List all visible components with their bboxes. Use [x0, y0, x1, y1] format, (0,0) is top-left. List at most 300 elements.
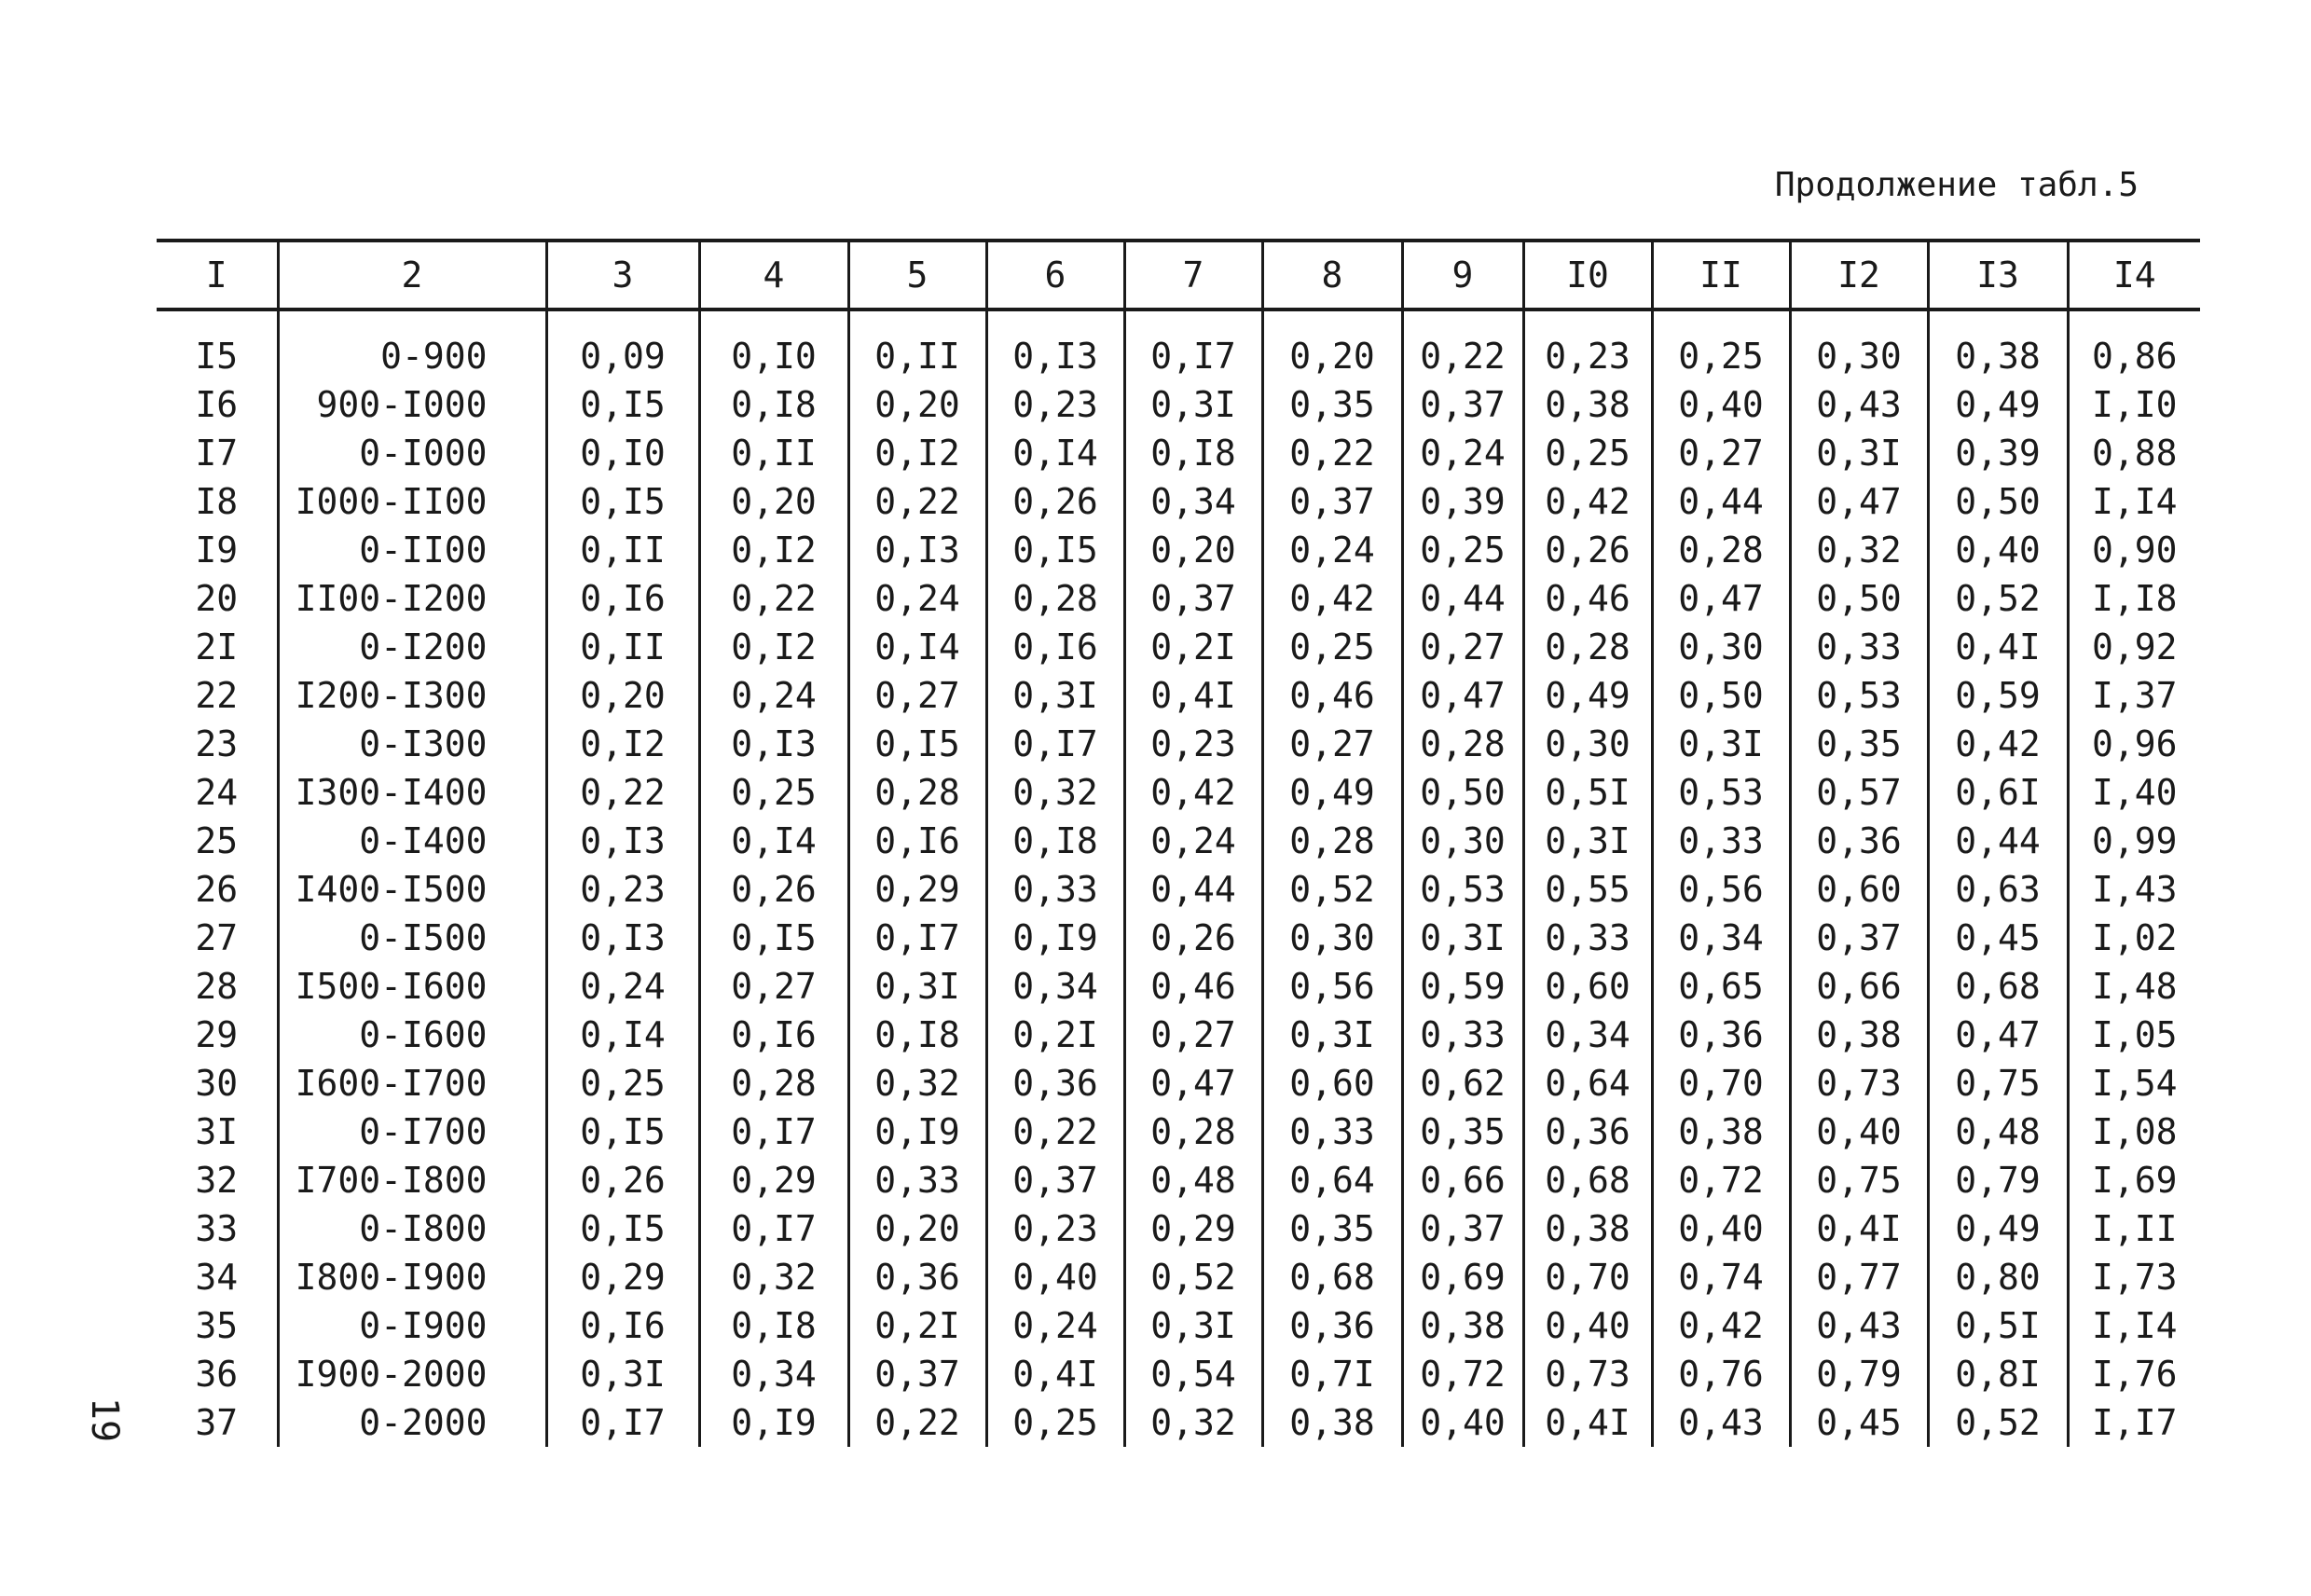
value-cell: 0,24 — [848, 574, 986, 623]
value-cell: 0,3I — [848, 962, 986, 1011]
column-header-2: 2 — [278, 241, 546, 310]
value-cell: 0,47 — [1402, 671, 1523, 720]
value-cell: 0,I4 — [699, 817, 848, 865]
value-cell: 0,63 — [1928, 865, 2068, 914]
value-cell: 0,3I — [1124, 380, 1262, 429]
column-header-5: 5 — [848, 241, 986, 310]
value-cell: I,I0 — [2068, 380, 2200, 429]
row-number-cell: 33 — [195, 1208, 239, 1249]
range-cell: 0-I600 — [278, 1011, 546, 1059]
value-cell: 0,36 — [1790, 817, 1928, 865]
value-cell: 0,20 — [848, 380, 986, 429]
row-number-cell: I8 — [195, 481, 239, 522]
table-row — [157, 380, 2200, 429]
value-cell: 0,47 — [1790, 477, 1928, 526]
range-cell: 0-I200 — [278, 623, 546, 671]
value-cell: 0,I5 — [546, 1108, 699, 1156]
value-cell: 0,73 — [1523, 1350, 1652, 1398]
value-cell: 0,49 — [1262, 768, 1402, 817]
value-cell: 0,I8 — [986, 817, 1124, 865]
value-cell: 0,I2 — [699, 623, 848, 671]
value-cell: 0,3I — [1652, 720, 1790, 768]
value-cell: I,I8 — [2068, 574, 2200, 623]
value-cell: 0,30 — [1790, 310, 1928, 380]
value-cell: 0,74 — [1652, 1253, 1790, 1301]
value-cell: I,02 — [2068, 914, 2200, 962]
value-cell: 0,38 — [1790, 1011, 1928, 1059]
value-cell: 0,34 — [1523, 1011, 1652, 1059]
value-cell: 0,65 — [1652, 962, 1790, 1011]
value-cell: 0,II — [546, 623, 699, 671]
value-cell: 0,34 — [986, 962, 1124, 1011]
row-number-cell: I7 — [195, 433, 239, 474]
value-cell: 0,22 — [546, 768, 699, 817]
value-cell: 0,33 — [848, 1156, 986, 1204]
value-cell: 0,50 — [1402, 768, 1523, 817]
value-cell: 0,I6 — [848, 817, 986, 865]
value-cell: 0,45 — [1928, 914, 2068, 962]
table-row — [157, 962, 2200, 1011]
value-cell: 0,47 — [1124, 1059, 1262, 1108]
range-cell: II00-I200 — [278, 574, 546, 623]
value-cell: 0,36 — [986, 1059, 1124, 1108]
value-cell: 0,50 — [1652, 671, 1790, 720]
range-cell: 900-I000 — [278, 380, 546, 429]
value-cell: I,40 — [2068, 768, 2200, 817]
value-cell: 0,29 — [1124, 1204, 1262, 1253]
value-cell: 0,75 — [1928, 1059, 2068, 1108]
value-cell: 0,42 — [1652, 1301, 1790, 1350]
value-cell: 0,64 — [1523, 1059, 1652, 1108]
value-cell: I,05 — [2068, 1011, 2200, 1059]
table-row — [157, 429, 2200, 477]
value-cell: 0,22 — [848, 1398, 986, 1447]
value-cell: 0,36 — [1262, 1301, 1402, 1350]
table-row — [157, 1398, 2200, 1447]
value-cell: 0,33 — [1523, 914, 1652, 962]
value-cell: 0,47 — [1928, 1011, 2068, 1059]
column-header-12: I2 — [1790, 241, 1928, 310]
value-cell: 0,22 — [699, 574, 848, 623]
table-row — [157, 1011, 2200, 1059]
value-cell: 0,I4 — [848, 623, 986, 671]
value-cell: 0,79 — [1790, 1350, 1928, 1398]
range-cell: 0-I500 — [278, 914, 546, 962]
row-number-cell: 23 — [195, 723, 239, 764]
range-cell: I800-I900 — [278, 1253, 546, 1301]
value-cell: 0,20 — [1262, 310, 1402, 380]
value-cell: 0,2I — [986, 1011, 1124, 1059]
value-cell: 0,50 — [1790, 574, 1928, 623]
value-cell: 0,I7 — [1124, 310, 1262, 380]
range-cell: 0-2000 — [278, 1398, 546, 1447]
value-cell: 0,26 — [546, 1156, 699, 1204]
value-cell: 0,88 — [2068, 429, 2200, 477]
value-cell: 0,I9 — [699, 1398, 848, 1447]
value-cell: 0,I6 — [546, 1301, 699, 1350]
table-row — [157, 1301, 2200, 1350]
range-cell: 0-I300 — [278, 720, 546, 768]
range-cell: I300-I400 — [278, 768, 546, 817]
row-number-cell: 35 — [195, 1305, 239, 1346]
column-header-14: I4 — [2068, 241, 2200, 310]
table-header — [157, 241, 2200, 310]
value-cell: 0,II — [546, 526, 699, 574]
value-cell: 0,26 — [1124, 914, 1262, 962]
value-cell: 0,66 — [1790, 962, 1928, 1011]
column-header-7: 7 — [1124, 241, 1262, 310]
value-cell: 0,I5 — [546, 477, 699, 526]
data-table-container — [157, 239, 2200, 1447]
value-cell: 0,34 — [699, 1350, 848, 1398]
value-cell: 0,5I — [1523, 768, 1652, 817]
value-cell: 0,28 — [1262, 817, 1402, 865]
value-cell: 0,36 — [1523, 1108, 1652, 1156]
value-cell: I,I4 — [2068, 1301, 2200, 1350]
value-cell: 0,33 — [1652, 817, 1790, 865]
row-number-cell: 28 — [195, 966, 239, 1007]
column-header-4: 4 — [699, 241, 848, 310]
table-row — [157, 817, 2200, 865]
value-cell: 0,75 — [1790, 1156, 1928, 1204]
value-cell: 0,40 — [1402, 1398, 1523, 1447]
row-number-cell: 24 — [195, 772, 239, 813]
value-cell: 0,32 — [699, 1253, 848, 1301]
value-cell: 0,48 — [1928, 1108, 2068, 1156]
row-number-cell: 37 — [195, 1402, 239, 1443]
range-cell: 0-II00 — [278, 526, 546, 574]
value-cell: 0,33 — [1262, 1108, 1402, 1156]
value-cell: 0,25 — [1262, 623, 1402, 671]
row-number-cell: 36 — [195, 1354, 239, 1395]
value-cell: 0,23 — [546, 865, 699, 914]
range-cell: 0-I700 — [278, 1108, 546, 1156]
value-cell: 0,I4 — [546, 1011, 699, 1059]
table-row — [157, 768, 2200, 817]
table-row — [157, 526, 2200, 574]
value-cell: 0,25 — [1523, 429, 1652, 477]
value-cell: 0,28 — [1523, 623, 1652, 671]
column-header-10: I0 — [1523, 241, 1652, 310]
value-cell: 0,25 — [546, 1059, 699, 1108]
value-cell: 0,I8 — [1124, 429, 1262, 477]
table-row — [157, 1059, 2200, 1108]
value-cell: I,I7 — [2068, 1398, 2200, 1447]
value-cell: 0,35 — [1262, 1204, 1402, 1253]
value-cell: 0,46 — [1262, 671, 1402, 720]
value-cell: 0,4I — [1790, 1204, 1928, 1253]
value-cell: 0,27 — [848, 671, 986, 720]
value-cell: 0,4I — [1523, 1398, 1652, 1447]
data-table — [157, 239, 2200, 1447]
value-cell: 0,43 — [1790, 1301, 1928, 1350]
value-cell: 0,49 — [1928, 1204, 2068, 1253]
value-cell: 0,68 — [1523, 1156, 1652, 1204]
value-cell: 0,42 — [1928, 720, 2068, 768]
value-cell: 0,I5 — [546, 380, 699, 429]
range-cell: I200-I300 — [278, 671, 546, 720]
range-cell: I700-I800 — [278, 1156, 546, 1204]
value-cell: I,08 — [2068, 1108, 2200, 1156]
value-cell: 0,I8 — [848, 1011, 986, 1059]
row-number-cell: 27 — [195, 917, 239, 958]
value-cell: 0,22 — [986, 1108, 1124, 1156]
value-cell: 0,32 — [986, 768, 1124, 817]
value-cell: 0,56 — [1262, 962, 1402, 1011]
value-cell: 0,I3 — [699, 720, 848, 768]
value-cell: 0,24 — [1402, 429, 1523, 477]
value-cell: 0,35 — [1402, 1108, 1523, 1156]
table-row — [157, 1204, 2200, 1253]
value-cell: 0,I4 — [986, 429, 1124, 477]
table-row — [157, 477, 2200, 526]
header-row — [157, 241, 2200, 310]
value-cell: 0,59 — [1928, 671, 2068, 720]
value-cell: 0,I3 — [546, 817, 699, 865]
value-cell: 0,4I — [1124, 671, 1262, 720]
value-cell: 0,46 — [1523, 574, 1652, 623]
value-cell: 0,3I — [1790, 429, 1928, 477]
value-cell: 0,32 — [1790, 526, 1928, 574]
value-cell: 0,35 — [1262, 380, 1402, 429]
value-cell: 0,23 — [986, 1204, 1124, 1253]
range-cell: 0-I800 — [278, 1204, 546, 1253]
value-cell: 0,53 — [1652, 768, 1790, 817]
row-number-cell: 2I — [195, 626, 239, 667]
column-header-9: 9 — [1402, 241, 1523, 310]
value-cell: 0,40 — [1652, 1204, 1790, 1253]
value-cell: 0,26 — [1523, 526, 1652, 574]
row-number-cell: I5 — [195, 336, 239, 377]
value-cell: 0,76 — [1652, 1350, 1790, 1398]
value-cell: 0,28 — [1124, 1108, 1262, 1156]
value-cell: 0,27 — [1124, 1011, 1262, 1059]
value-cell: 0,47 — [1652, 574, 1790, 623]
value-cell: 0,50 — [1928, 477, 2068, 526]
value-cell: 0,72 — [1652, 1156, 1790, 1204]
value-cell: 0,I3 — [546, 914, 699, 962]
value-cell: I,54 — [2068, 1059, 2200, 1108]
value-cell: 0,48 — [1124, 1156, 1262, 1204]
range-cell: I600-I700 — [278, 1059, 546, 1108]
value-cell: 0,70 — [1523, 1253, 1652, 1301]
value-cell: 0,28 — [986, 574, 1124, 623]
value-cell: 0,22 — [1402, 310, 1523, 380]
value-cell: 0,32 — [848, 1059, 986, 1108]
value-cell: 0,44 — [1402, 574, 1523, 623]
value-cell: 0,37 — [1402, 1204, 1523, 1253]
value-cell: 0,33 — [986, 865, 1124, 914]
value-cell: 0,52 — [1124, 1253, 1262, 1301]
value-cell: 0,I2 — [546, 720, 699, 768]
range-cell: I400-I500 — [278, 865, 546, 914]
value-cell: 0,34 — [1124, 477, 1262, 526]
value-cell: 0,80 — [1928, 1253, 2068, 1301]
value-cell: 0,53 — [1402, 865, 1523, 914]
range-cell: I900-2000 — [278, 1350, 546, 1398]
value-cell: 0,42 — [1124, 768, 1262, 817]
value-cell: 0,24 — [699, 671, 848, 720]
value-cell: 0,29 — [546, 1253, 699, 1301]
value-cell: 0,45 — [1790, 1398, 1928, 1447]
value-cell: 0,30 — [1652, 623, 1790, 671]
value-cell: 0,40 — [1790, 1108, 1928, 1156]
value-cell: 0,52 — [1262, 865, 1402, 914]
value-cell: 0,37 — [1124, 574, 1262, 623]
value-cell: 0,25 — [699, 768, 848, 817]
value-cell: 0,09 — [546, 310, 699, 380]
value-cell: 0,38 — [1523, 1204, 1652, 1253]
value-cell: 0,I5 — [546, 1204, 699, 1253]
table-row — [157, 671, 2200, 720]
row-number-cell: I6 — [195, 384, 239, 425]
value-cell: 0,36 — [1652, 1011, 1790, 1059]
column-header-1: I — [157, 241, 278, 310]
value-cell: 0,I5 — [699, 914, 848, 962]
value-cell: 0,37 — [1790, 914, 1928, 962]
value-cell: 0,68 — [1262, 1253, 1402, 1301]
value-cell: 0,I0 — [546, 429, 699, 477]
value-cell: 0,23 — [986, 380, 1124, 429]
table-row — [157, 1108, 2200, 1156]
column-header-3: 3 — [546, 241, 699, 310]
value-cell: 0,90 — [2068, 526, 2200, 574]
range-cell: 0-900 — [278, 310, 546, 380]
range-cell: 0-I900 — [278, 1301, 546, 1350]
value-cell: 0,42 — [1262, 574, 1402, 623]
value-cell: 0,44 — [1652, 477, 1790, 526]
range-cell: I500-I600 — [278, 962, 546, 1011]
value-cell: 0,40 — [1523, 1301, 1652, 1350]
table-row — [157, 1253, 2200, 1301]
table-row — [157, 1156, 2200, 1204]
value-cell: 0,24 — [986, 1301, 1124, 1350]
value-cell: 0,35 — [1790, 720, 1928, 768]
value-cell: 0,37 — [986, 1156, 1124, 1204]
row-number-cell: 32 — [195, 1160, 239, 1201]
row-number-cell: 29 — [195, 1014, 239, 1055]
value-cell: 0,28 — [1402, 720, 1523, 768]
value-cell: 0,70 — [1652, 1059, 1790, 1108]
value-cell: 0,68 — [1928, 962, 2068, 1011]
value-cell: 0,34 — [1652, 914, 1790, 962]
value-cell: 0,77 — [1790, 1253, 1928, 1301]
value-cell: 0,I8 — [699, 1301, 848, 1350]
value-cell: 0,38 — [1262, 1398, 1402, 1447]
value-cell: 0,46 — [1124, 962, 1262, 1011]
value-cell: I,43 — [2068, 865, 2200, 914]
value-cell: 0,72 — [1402, 1350, 1523, 1398]
table-row — [157, 623, 2200, 671]
row-number-cell: 25 — [195, 820, 239, 861]
value-cell: 0,I7 — [546, 1398, 699, 1447]
value-cell: 0,36 — [848, 1253, 986, 1301]
value-cell: 0,I7 — [699, 1108, 848, 1156]
table-row — [157, 720, 2200, 768]
value-cell: 0,92 — [2068, 623, 2200, 671]
table-row — [157, 914, 2200, 962]
page-number: 19 — [83, 1396, 127, 1443]
value-cell: 0,8I — [1928, 1350, 2068, 1398]
value-cell: 0,55 — [1523, 865, 1652, 914]
column-header-11: II — [1652, 241, 1790, 310]
value-cell: 0,66 — [1402, 1156, 1523, 1204]
value-cell: 0,I3 — [986, 310, 1124, 380]
value-cell: 0,52 — [1928, 574, 2068, 623]
value-cell: 0,I7 — [986, 720, 1124, 768]
value-cell: 0,I3 — [848, 526, 986, 574]
value-cell: 0,I7 — [848, 914, 986, 962]
value-cell: 0,33 — [1790, 623, 1928, 671]
row-number-cell: 34 — [195, 1257, 239, 1298]
table-row — [157, 574, 2200, 623]
value-cell: 0,37 — [848, 1350, 986, 1398]
value-cell: 0,3I — [986, 671, 1124, 720]
row-number-cell: 30 — [195, 1063, 239, 1104]
value-cell: I,I4 — [2068, 477, 2200, 526]
value-cell: 0,86 — [2068, 310, 2200, 380]
value-cell: 0,2I — [848, 1301, 986, 1350]
value-cell: 0,I8 — [699, 380, 848, 429]
value-cell: 0,7I — [1262, 1350, 1402, 1398]
value-cell: 0,60 — [1262, 1059, 1402, 1108]
table-body — [157, 310, 2200, 1447]
value-cell: 0,60 — [1790, 865, 1928, 914]
value-cell: 0,6I — [1928, 768, 2068, 817]
value-cell: 0,27 — [1262, 720, 1402, 768]
value-cell: I,69 — [2068, 1156, 2200, 1204]
row-number-cell: 20 — [195, 578, 239, 619]
value-cell: 0,I9 — [986, 914, 1124, 962]
value-cell: 0,27 — [1652, 429, 1790, 477]
column-header-6: 6 — [986, 241, 1124, 310]
column-header-8: 8 — [1262, 241, 1402, 310]
value-cell: 0,38 — [1652, 1108, 1790, 1156]
value-cell: 0,49 — [1928, 380, 2068, 429]
value-cell: 0,69 — [1402, 1253, 1523, 1301]
value-cell: I,II — [2068, 1204, 2200, 1253]
value-cell: 0,44 — [1928, 817, 2068, 865]
value-cell: I,73 — [2068, 1253, 2200, 1301]
value-cell: 0,25 — [1402, 526, 1523, 574]
value-cell: 0,27 — [699, 962, 848, 1011]
value-cell: 0,3I — [546, 1350, 699, 1398]
value-cell: 0,25 — [1652, 310, 1790, 380]
value-cell: 0,I0 — [699, 310, 848, 380]
row-number-cell: 26 — [195, 869, 239, 910]
range-cell: 0-I400 — [278, 817, 546, 865]
value-cell: 0,49 — [1523, 671, 1652, 720]
table-row — [157, 1350, 2200, 1398]
table-row — [157, 310, 2200, 380]
value-cell: 0,24 — [1124, 817, 1262, 865]
value-cell: 0,I5 — [986, 526, 1124, 574]
table-caption: Продолжение табл.5 — [1774, 166, 2139, 204]
range-cell: 0-I000 — [278, 429, 546, 477]
value-cell: 0,56 — [1652, 865, 1790, 914]
value-cell: 0,23 — [1523, 310, 1652, 380]
value-cell: 0,54 — [1124, 1350, 1262, 1398]
value-cell: 0,2I — [1124, 623, 1262, 671]
value-cell: 0,79 — [1928, 1156, 2068, 1204]
value-cell: 0,52 — [1928, 1398, 2068, 1447]
value-cell: 0,I9 — [848, 1108, 986, 1156]
value-cell: 0,32 — [1124, 1398, 1262, 1447]
value-cell: 0,42 — [1523, 477, 1652, 526]
value-cell: 0,II — [848, 310, 986, 380]
value-cell: I,48 — [2068, 962, 2200, 1011]
value-cell: 0,73 — [1790, 1059, 1928, 1108]
